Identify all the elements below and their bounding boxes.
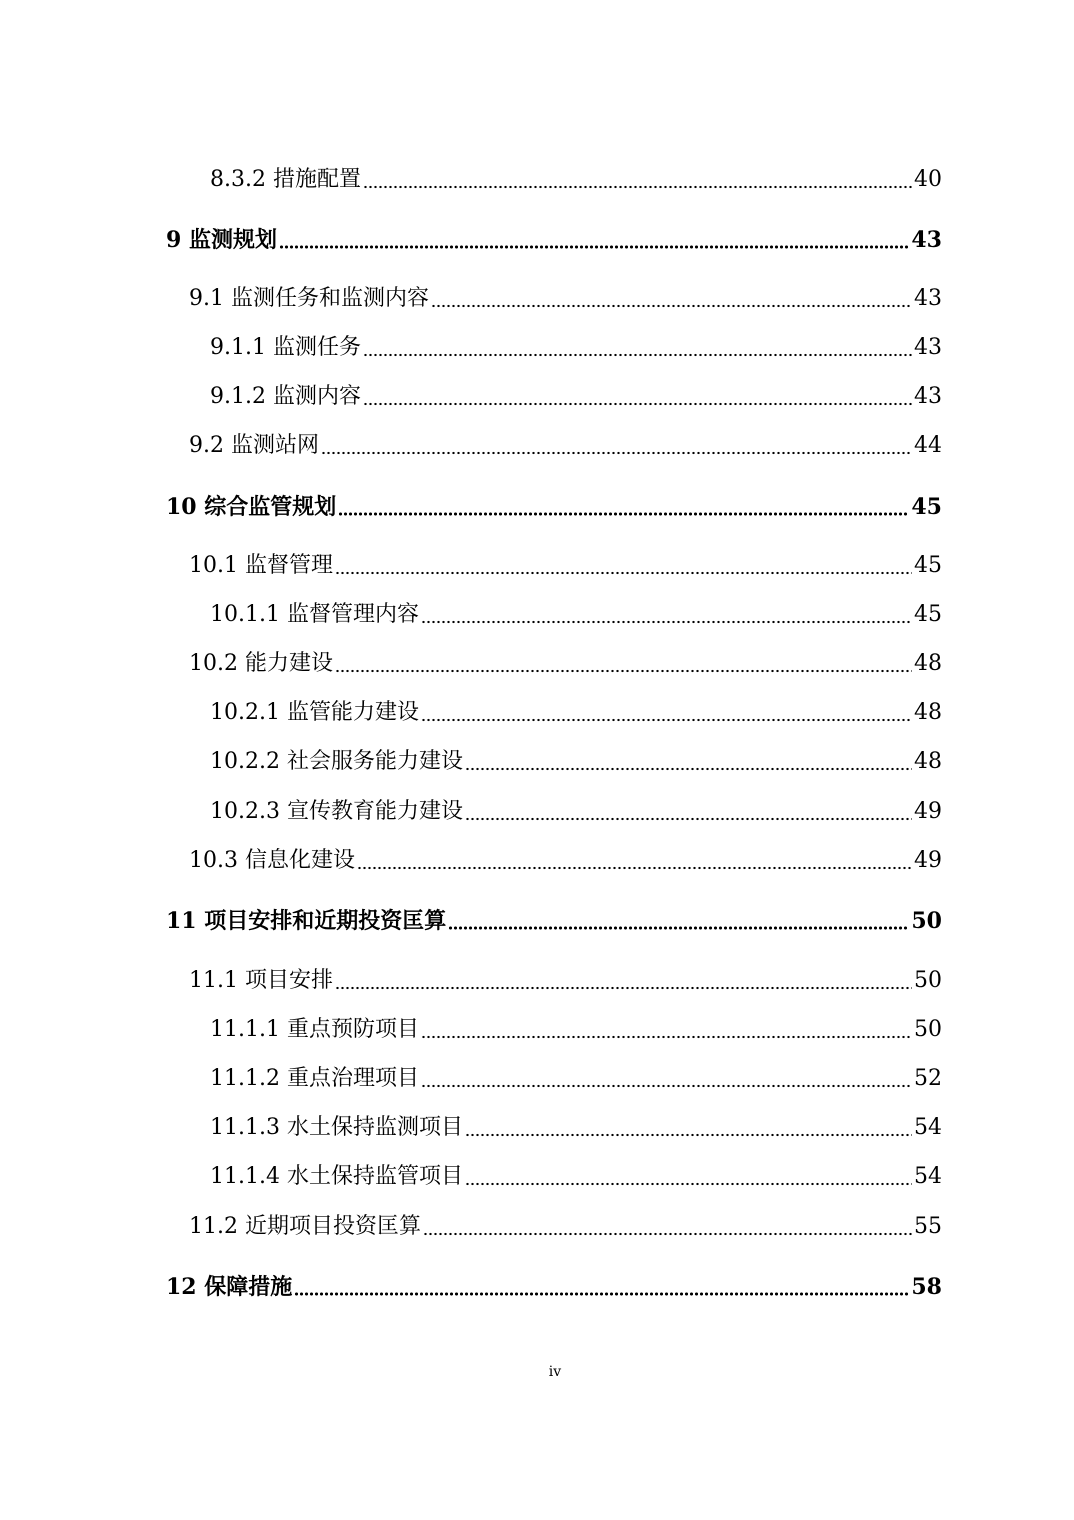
toc-chapter-entry[interactable]: [166, 490, 942, 524]
toc-entry[interactable]: [189, 844, 942, 878]
toc-entry-page: 50: [914, 968, 942, 993]
toc-entry-label: 12 保障措施: [166, 1274, 293, 1300]
toc-entry-page: 49: [914, 799, 942, 824]
toc-entry-page: 58: [911, 1274, 942, 1300]
toc-entry-label: 9 监测规划: [166, 227, 277, 253]
toc-entry-label: 9.1 监测任务和监测内容: [189, 286, 429, 311]
toc-entry[interactable]: [210, 1013, 942, 1047]
toc-entry-page: 48: [914, 651, 942, 676]
dot-leader: [321, 447, 912, 459]
toc-entry-label: 11.1.3 水土保持监测项目: [210, 1115, 463, 1140]
toc-entry-label: 10.2.1 监管能力建设: [210, 700, 419, 725]
dot-leader: [335, 982, 912, 994]
toc-entry[interactable]: [210, 1062, 942, 1096]
dot-leader: [465, 1178, 912, 1190]
toc-entry[interactable]: [189, 964, 942, 998]
toc-entry[interactable]: [210, 380, 942, 414]
toc-entry-label: 10 综合监管规划: [166, 494, 337, 520]
dot-leader: [335, 567, 912, 579]
toc-entry-label: 11.1.4 水土保持监管项目: [210, 1164, 463, 1189]
dot-leader: [421, 616, 912, 628]
toc-entry[interactable]: [210, 1160, 942, 1194]
toc-entry[interactable]: [210, 598, 942, 632]
toc-entry-label: 11.1.1 重点预防项目: [210, 1017, 419, 1042]
toc-entry-page: 50: [911, 908, 942, 934]
toc-entry-label: 9.1.2 监测内容: [210, 384, 361, 409]
toc-entry-label: 9.1.1 监测任务: [210, 335, 361, 360]
toc-chapter-entry[interactable]: [166, 223, 942, 257]
toc-entry-page: 55: [914, 1214, 942, 1239]
toc-entry-page: 48: [914, 749, 942, 774]
dot-leader: [465, 1129, 912, 1141]
dot-leader: [465, 763, 912, 775]
toc-entry-page: 45: [914, 602, 942, 627]
toc-entry-page: 54: [914, 1115, 942, 1140]
toc-entry-page: 52: [914, 1066, 942, 1091]
dot-leader: [431, 300, 912, 312]
page-number: iv: [548, 1364, 562, 1380]
toc-entry-label: 10.1 监督管理: [189, 553, 333, 578]
toc-entry-label: 8.3.2 措施配置: [210, 167, 361, 192]
toc-chapter-entry[interactable]: [166, 904, 942, 938]
toc-entry[interactable]: [210, 163, 942, 197]
dot-leader: [423, 1228, 912, 1240]
dot-leader: [357, 862, 912, 874]
toc-entry[interactable]: [189, 282, 942, 316]
toc-entry[interactable]: [210, 795, 942, 829]
toc-chapter-entry[interactable]: [166, 1270, 942, 1304]
dot-leader: [363, 398, 912, 410]
toc-entry-page: 48: [914, 700, 942, 725]
toc-entry-page: 45: [914, 553, 942, 578]
toc-entry-page: 45: [911, 494, 942, 520]
dot-leader: [448, 922, 909, 934]
dot-leader: [363, 181, 912, 193]
toc-entry-page: 43: [914, 384, 942, 409]
toc-entry[interactable]: [189, 429, 942, 463]
dot-leader: [294, 1288, 909, 1300]
toc-entry-page: 43: [911, 227, 942, 253]
toc-entry[interactable]: [189, 647, 942, 681]
toc-entry-page: 49: [914, 848, 942, 873]
toc-entry-page: 50: [914, 1017, 942, 1042]
toc-entry[interactable]: [210, 1111, 942, 1145]
dot-leader: [421, 1031, 912, 1043]
toc-entry[interactable]: [210, 745, 942, 779]
toc-entry-page: 44: [914, 433, 942, 458]
toc-entry-page: 43: [914, 335, 942, 360]
toc-entry-label: 11.1.2 重点治理项目: [210, 1066, 419, 1091]
dot-leader: [363, 349, 912, 361]
toc-entry-page: 54: [914, 1164, 942, 1189]
dot-leader: [421, 714, 912, 726]
toc-entry-label: 10.3 信息化建设: [189, 848, 355, 873]
toc-entry[interactable]: [210, 696, 942, 730]
dot-leader: [338, 508, 909, 520]
dot-leader: [465, 813, 912, 825]
toc-entry-page: 43: [914, 286, 942, 311]
dot-leader: [335, 665, 912, 677]
dot-leader: [279, 241, 909, 253]
toc-entry[interactable]: [189, 1210, 942, 1244]
toc-entry-page: 40: [914, 167, 942, 192]
toc-entry[interactable]: [189, 549, 942, 583]
dot-leader: [421, 1080, 912, 1092]
toc-entry-label: 10.2 能力建设: [189, 651, 333, 676]
toc-entry-label: 10.1.1 监督管理内容: [210, 602, 419, 627]
toc-entry-label: 10.2.2 社会服务能力建设: [210, 749, 463, 774]
toc-entry-label: 11.2 近期项目投资匡算: [189, 1214, 421, 1239]
toc-entry-label: 10.2.3 宣传教育能力建设: [210, 799, 463, 824]
toc-entry-label: 11 项目安排和近期投资匡算: [166, 908, 447, 934]
toc-entry-label: 11.1 项目安排: [189, 968, 333, 993]
toc-entry-label: 9.2 监测站网: [189, 433, 319, 458]
toc-entry[interactable]: [210, 331, 942, 365]
